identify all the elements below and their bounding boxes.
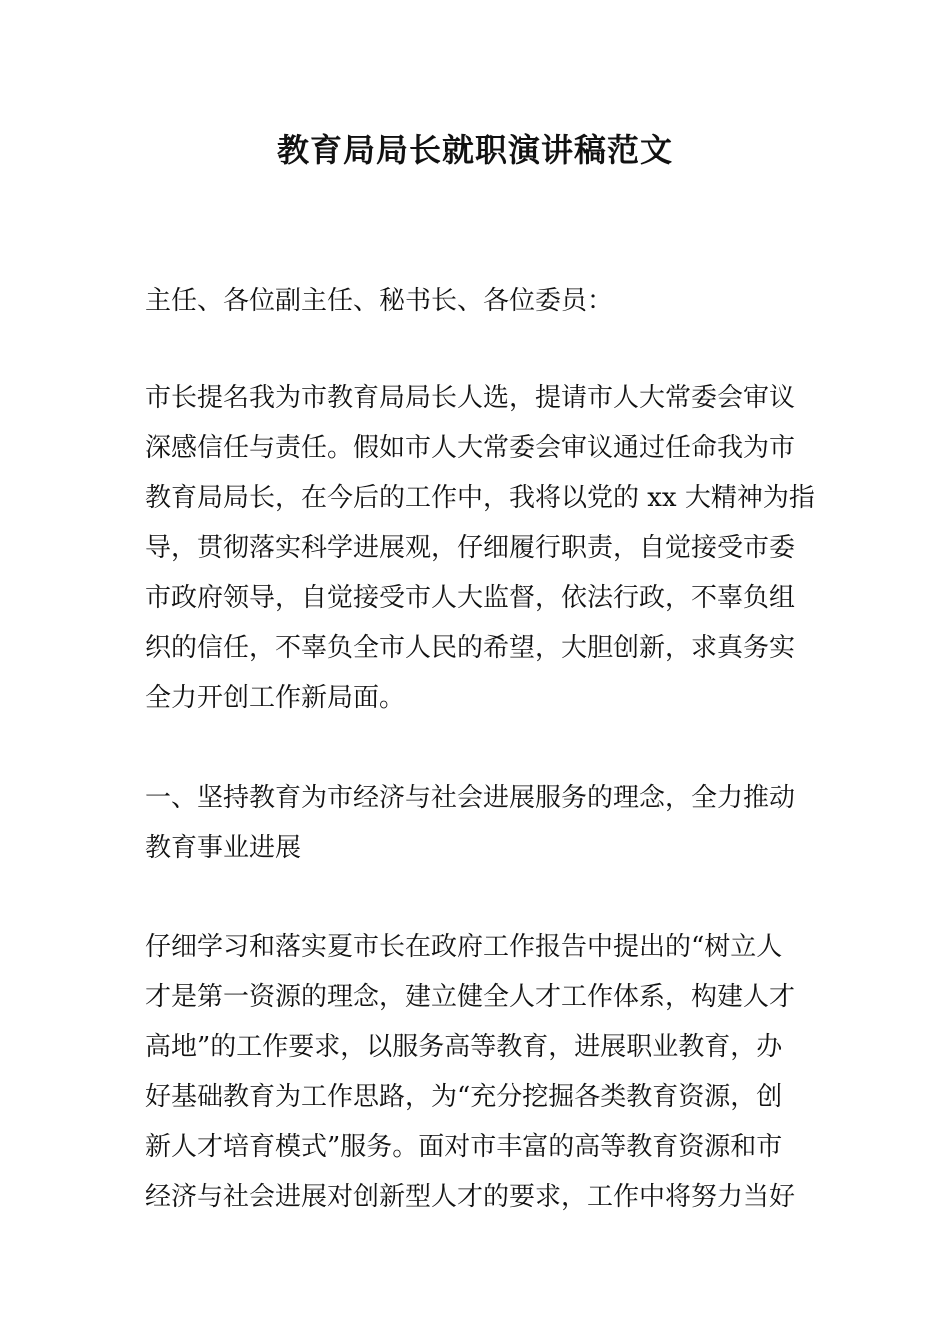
paragraph-line: 经济与社会进展对创新型人才的要求，工作中将努力当好 <box>145 1182 796 1212</box>
paragraph-line: 深感信任与责任。假如市人大常委会审议通过任命我为市 <box>145 433 796 463</box>
paragraph-line: 好基础教育为工作思路，为“充分挖掘各类教育资源，创 <box>145 1082 783 1112</box>
document-title: 教育局局长就职演讲稿范文 <box>276 131 673 169</box>
salutation-line: 主任、各位副主任、秘书长、各位委员： <box>145 286 614 316</box>
paragraph-line: 仔细学习和落实夏市长在政府工作报告中提出的“树立人 <box>145 932 783 962</box>
section-heading-1 <box>145 773 805 873</box>
paragraph-2 <box>145 922 805 1222</box>
paragraph-line: 全力开创工作新局面。 <box>145 683 406 713</box>
paragraph-line: 才是第一资源的理念，建立健全人才工作体系，构建人才 <box>145 982 796 1012</box>
paragraph-line: 教育局局长，在今后的工作中，我将以党的 xx 大精神为指 <box>145 483 815 513</box>
heading-line: 一、坚持教育为市经济与社会进展服务的理念，全力推动 <box>145 783 796 813</box>
salutation <box>145 276 805 326</box>
heading-line: 教育事业进展 <box>145 833 302 863</box>
paragraph-line: 市政府领导，自觉接受市人大监督，依法行政，不辜负组 <box>145 583 796 613</box>
paragraph-line: 织的信任，不辜负全市人民的希望，大胆创新，求真务实 <box>145 633 796 663</box>
paragraph-line: 导，贯彻落实科学进展观，仔细履行职责，自觉接受市委 <box>145 533 796 563</box>
paragraph-line: 高地”的工作要求，以服务高等教育，进展职业教育，办 <box>145 1032 783 1062</box>
paragraph-line: 新人才培育模式”服务。面对市丰富的高等教育资源和市 <box>145 1132 783 1162</box>
paragraph-1 <box>145 373 815 723</box>
paragraph-line: 市长提名我为市教育局局长人选，提请市人大常委会审议 <box>145 383 796 413</box>
